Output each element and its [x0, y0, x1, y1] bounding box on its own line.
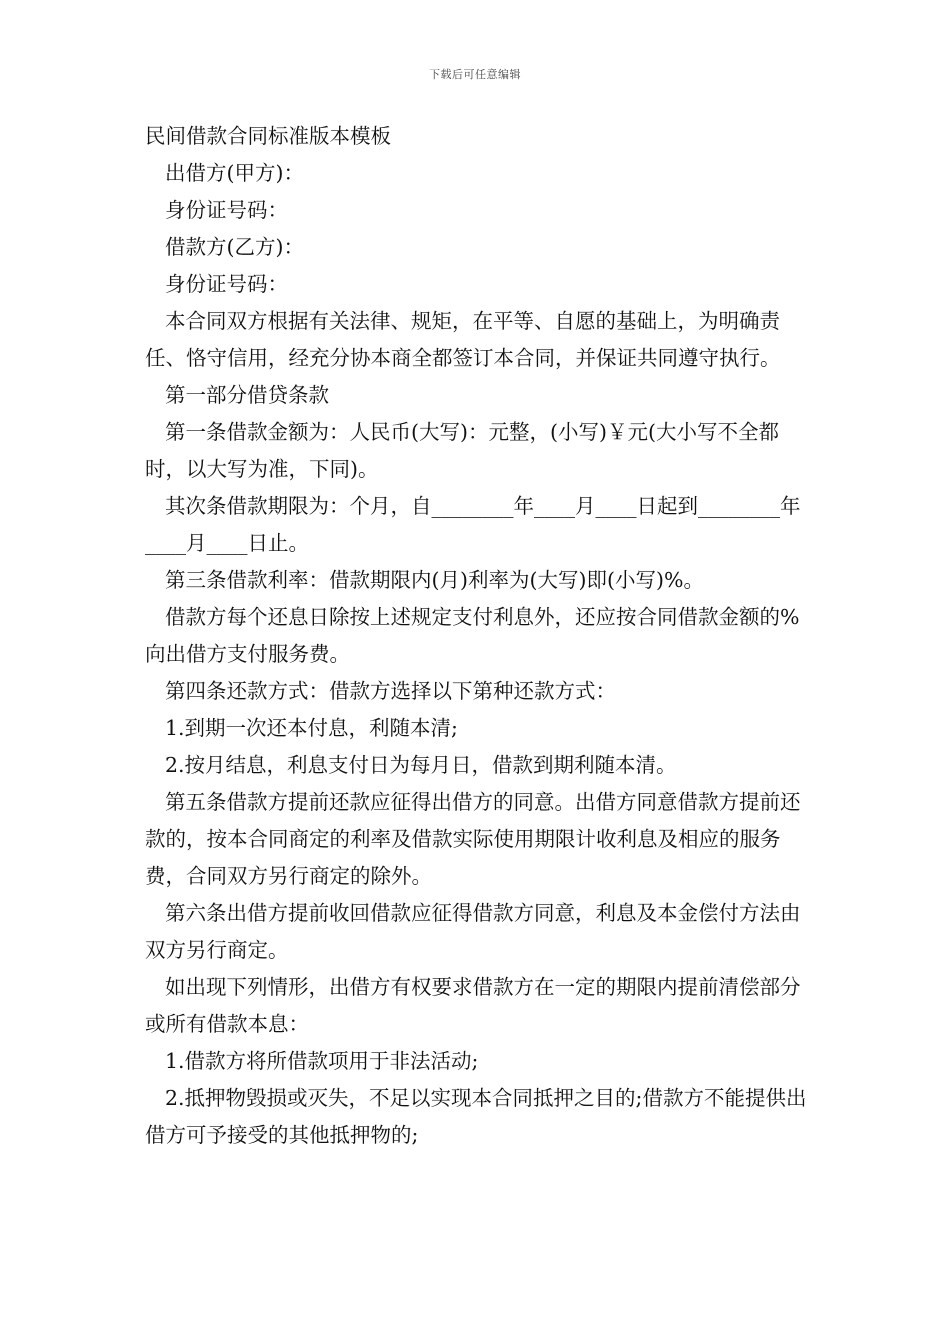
- paragraph-article-6: 第六条出借方提前收回借款应征得借款方同意，利息及本金偿付方法由双方另行商定。: [145, 901, 801, 962]
- paragraph-article-2: 其次条借款期限为：个月，自________年____月____日起到________年____月____日止。: [145, 494, 801, 555]
- document-body: [145, 118, 815, 1154]
- paragraph-article-5: 第五条借款方提前还款应征得出借方的同意。出借方同意借款方提前还款的，按本合同商定的利率及借款实际使用期限计收利息及相应的服务费，合同双方另行商定的除外。: [145, 790, 801, 888]
- paragraph-intro: 本合同双方根据有关法律、规矩，在平等、自愿的基础上，为明确责任、恪守信用，经充分协本商全都签订本合同，并保证共同遵守执行。: [145, 309, 781, 370]
- paragraph-repay-option-2: 2.按月结息，利息支付日为每月日，借款到期利随本清。: [165, 753, 677, 777]
- paragraph-article-3: 第三条借款利率：借款期限内(月)利率为(大写)即(小写)%。: [165, 568, 704, 592]
- paragraph-service-fee: 借款方每个还息日除按上述规定支付利息外，还应按合同借款金额的%向出借方支付服务费。: [145, 605, 800, 666]
- paragraph-section-heading: 第一部分借贷条款: [165, 383, 329, 407]
- paragraph-borrower: 借款方(乙方)：: [165, 235, 304, 259]
- paragraph-repay-option-1: 1.到期一次还本付息，利随本清;: [165, 716, 458, 740]
- paragraph-recall-case-2: 2.抵押物毁损或灭失，不足以实现本合同抵押之目的;借款方不能提供出借方可予接受的其他抵押物的;: [145, 1086, 807, 1147]
- paragraph-recall-case-1: 1.借款方将所借款项用于非法活动;: [165, 1049, 479, 1073]
- header-note: 下载后可任意编辑: [429, 68, 521, 81]
- paragraph-lender-id: 身份证号码：: [165, 198, 288, 222]
- paragraph-article-1: 第一条借款金额为：人民币(大写)：元整，(小写)￥元(大小写不全都时，以大写为准，下同)。: [145, 420, 779, 481]
- paragraph-early-recall: 如出现下列情形，出借方有权要求借款方在一定的期限内提前清偿部分或所有借款本息：: [145, 975, 801, 1036]
- paragraph-lender: 出借方(甲方)：: [165, 161, 304, 185]
- paragraph-article-4: 第四条还款方式：借款方选择以下第种还款方式：: [165, 679, 616, 703]
- paragraph-borrower-id: 身份证号码：: [165, 272, 288, 296]
- document-title: 民间借款合同标准版本模板: [145, 124, 391, 148]
